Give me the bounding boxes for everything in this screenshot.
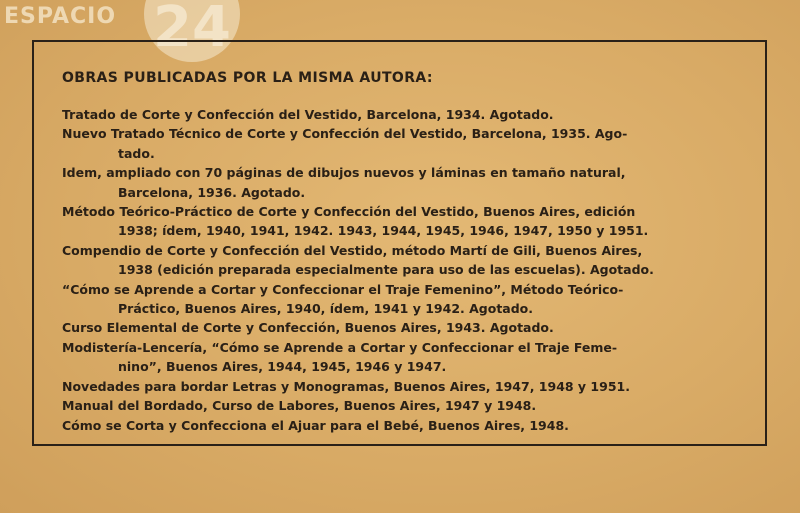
- publications-list: [62, 70, 742, 435]
- list-item: Nuevo Tratado Técnico de Corte y Confección del Vestido, Barcelona, 1935. Ago- tado.: [62, 126, 628, 161]
- list-item: Modistería-Lencería, “Cómo se Aprende a Cortar y Confeccionar el Traje Feme- nino”, Buenos Aires, 1944, 1945, 1946 y 1947.: [62, 339, 618, 375]
- list-item: Compendio de Corte y Confección del Vestido, método Martí de Gili, Buenos Aires, 1938 (edición preparada especialmente para uso de las escuelas). Agotado.: [62, 242, 654, 278]
- list-item: “Cómo se Aprende a Cortar y Confeccionar el Traje Femenino”, Método Teórico- Práctico, Buenos Aires, 1940, ídem, 1941 y 1942. Agotado.: [62, 281, 624, 317]
- watermark-logo-text: ESPACIO: [4, 4, 117, 29]
- page-heading: OBRAS PUBLICADAS POR LA MISMA AUTORA:: [62, 70, 433, 86]
- list-item: Cómo se Corta y Confecciona el Ajuar para el Bebé, Buenos Aires, 1948.: [62, 417, 569, 433]
- list-item: Novedades para bordar Letras y Monogramas, Buenos Aires, 1947, 1948 y 1951.: [62, 378, 630, 394]
- list-item: Idem, ampliado con 70 páginas de dibujos nuevos y láminas en tamaño natural, Barcelona, 1936. Agotado.: [62, 165, 626, 200]
- watermark-seal-number: 24: [153, 0, 231, 60]
- entry-list: [62, 105, 742, 435]
- list-item: Curso Elemental de Corte y Confección, Buenos Aires, 1943. Agotado.: [62, 320, 554, 336]
- list-item: Manual del Bordado, Curso de Labores, Buenos Aires, 1947 y 1948.: [62, 398, 537, 414]
- list-item: Método Teórico-Práctico de Corte y Confección del Vestido, Buenos Aires, edición 1938; ídem, 1940, 1941, 1942. 1943, 1944, 1945, 1946, 1947, 1950 y 1951.: [62, 204, 649, 239]
- list-item: Tratado de Corte y Confección del Vestido, Barcelona, 1934. Agotado.: [62, 107, 554, 122]
